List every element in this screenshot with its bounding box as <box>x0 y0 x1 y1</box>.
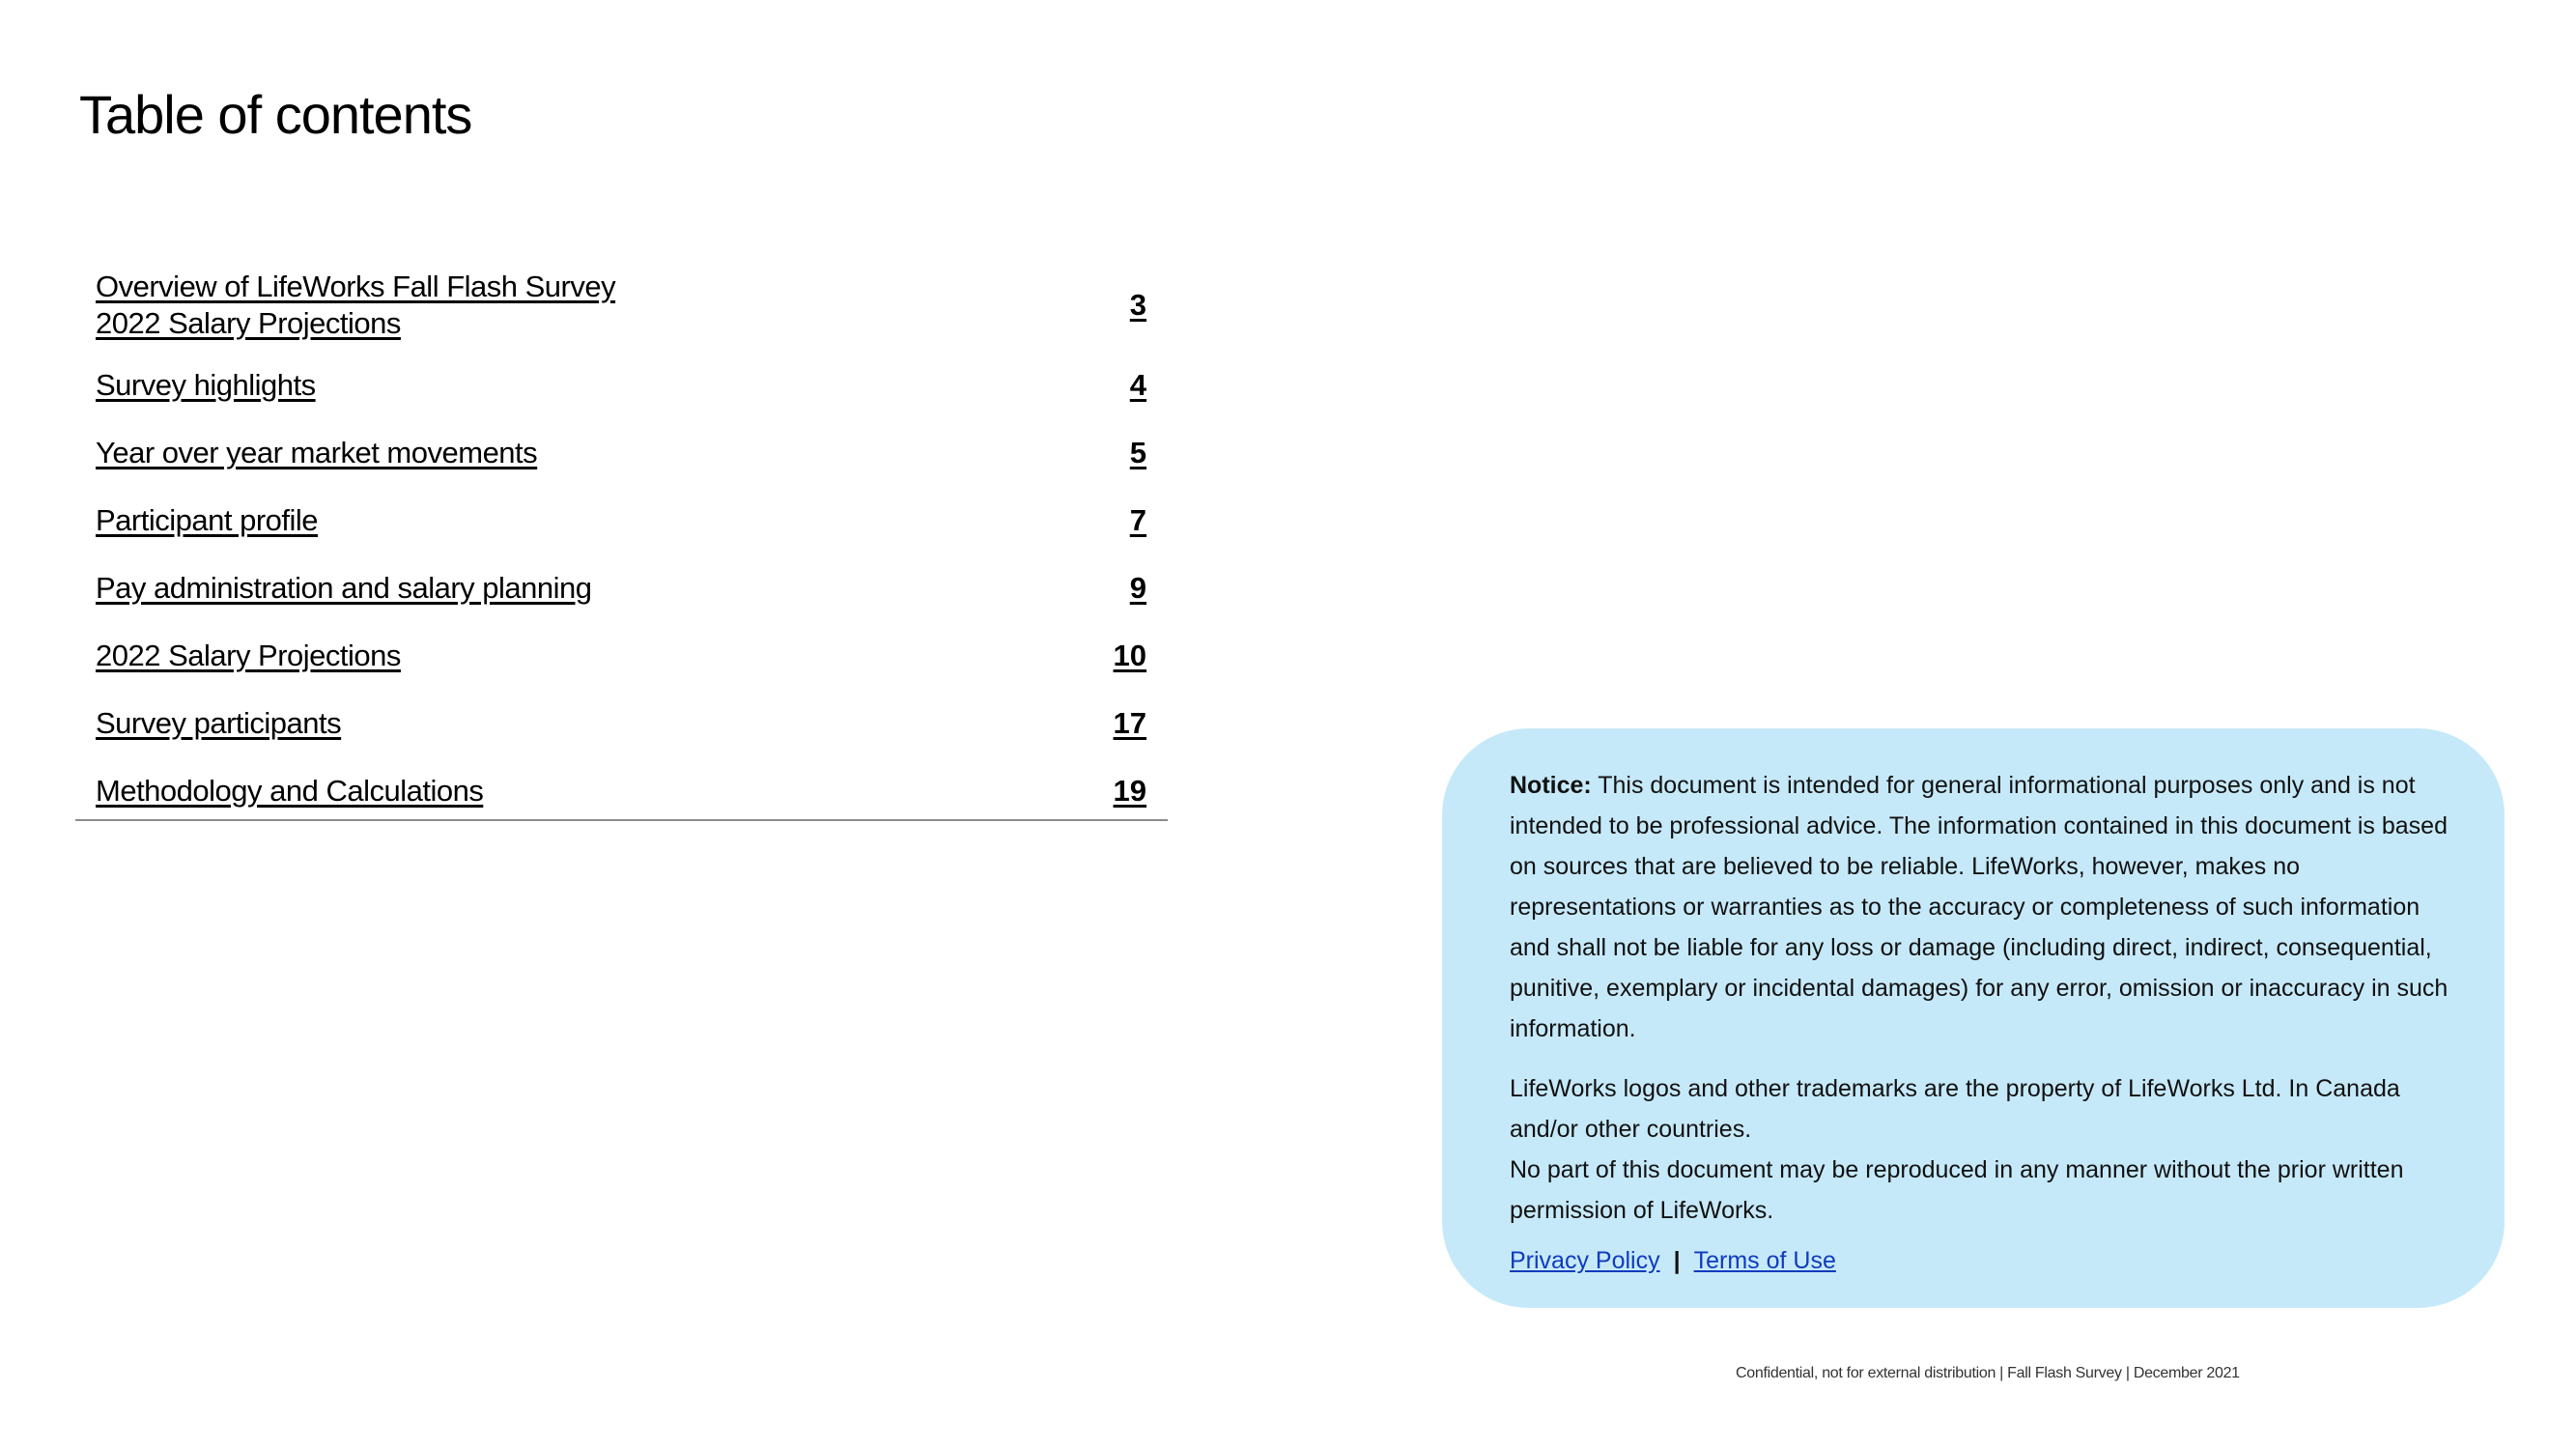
reproduction-text: No part of this document may be reproduced in any manner without the prior written permission of LifeWorks. <box>1510 1156 2404 1224</box>
privacy-policy-link[interactable]: Privacy Policy <box>1510 1247 1660 1274</box>
trademark-text: LifeWorks logos and other trademarks are the property of LifeWorks Ltd. In Canada and/or other countries. <box>1510 1075 2400 1143</box>
page-footer: Confidential, not for external distribution | Fall Flash Survey | December 2021 <box>1736 1365 2240 1381</box>
toc-entry-page-number[interactable]: 7 <box>1129 503 1146 537</box>
toc-entry-page-number[interactable]: 3 <box>1129 288 1146 322</box>
toc-entry-page-number[interactable]: 9 <box>1129 571 1146 605</box>
notice-paragraph <box>1510 765 2466 1049</box>
toc-entry-survey-highlights[interactable] <box>75 367 1168 404</box>
toc-entry-label[interactable]: 2022 Salary Projections <box>96 639 401 672</box>
toc-entry-page-number[interactable]: 10 <box>1113 639 1146 672</box>
terms-of-use-link[interactable]: Terms of Use <box>1693 1247 1836 1274</box>
page-title: Table of contents <box>79 84 472 145</box>
table-of-contents <box>75 269 1168 821</box>
link-separator: | <box>1673 1247 1681 1274</box>
toc-entry-label[interactable]: Pay administration and salary planning <box>96 571 592 605</box>
toc-entry-participant-profile[interactable] <box>75 502 1168 539</box>
toc-entry-label[interactable]: Survey participants <box>96 706 342 740</box>
toc-entry-label[interactable]: Methodology and Calculations <box>96 774 484 808</box>
toc-entry-label[interactable]: Survey highlights <box>96 368 316 402</box>
toc-entry-page-number[interactable]: 5 <box>1129 436 1146 469</box>
toc-entry-page-number[interactable]: 4 <box>1129 368 1146 402</box>
toc-entry-overview[interactable] <box>75 269 1168 342</box>
notice-box <box>1442 728 2505 1308</box>
notice-links <box>1510 1240 2466 1281</box>
notice-text: This document is intended for general informational purposes only and is not intended to be professional advice. The information contained in this document is based on sources that are believed to be reliable. LifeWorks, however, makes no representations or warranties as to the accuracy or completeness of such information and shall not be liable for any loss or damage (including direct, indirect, consequential, punitive, exemplary or incidental damages) for any error, omission or inaccuracy in such information. <box>1510 772 2449 1042</box>
toc-entry-label[interactable]: Year over year market movements <box>96 436 538 469</box>
toc-entry-page-number[interactable]: 19 <box>1113 774 1146 808</box>
toc-entry-pay-administration[interactable] <box>75 570 1168 607</box>
toc-entry-market-movements[interactable] <box>75 435 1168 471</box>
toc-entry-survey-participants[interactable] <box>75 705 1168 742</box>
toc-entry-methodology[interactable] <box>75 773 1168 810</box>
notice-label: Notice: <box>1510 772 1592 799</box>
toc-entry-page-number[interactable]: 17 <box>1113 706 1146 740</box>
toc-entry-label[interactable]: Overview of LifeWorks Fall Flash Survey 2022 Salary Projections <box>96 270 616 340</box>
trademark-paragraph <box>1510 1068 2466 1231</box>
toc-entry-label[interactable]: Participant profile <box>96 503 319 537</box>
toc-entry-salary-projections[interactable] <box>75 638 1168 674</box>
